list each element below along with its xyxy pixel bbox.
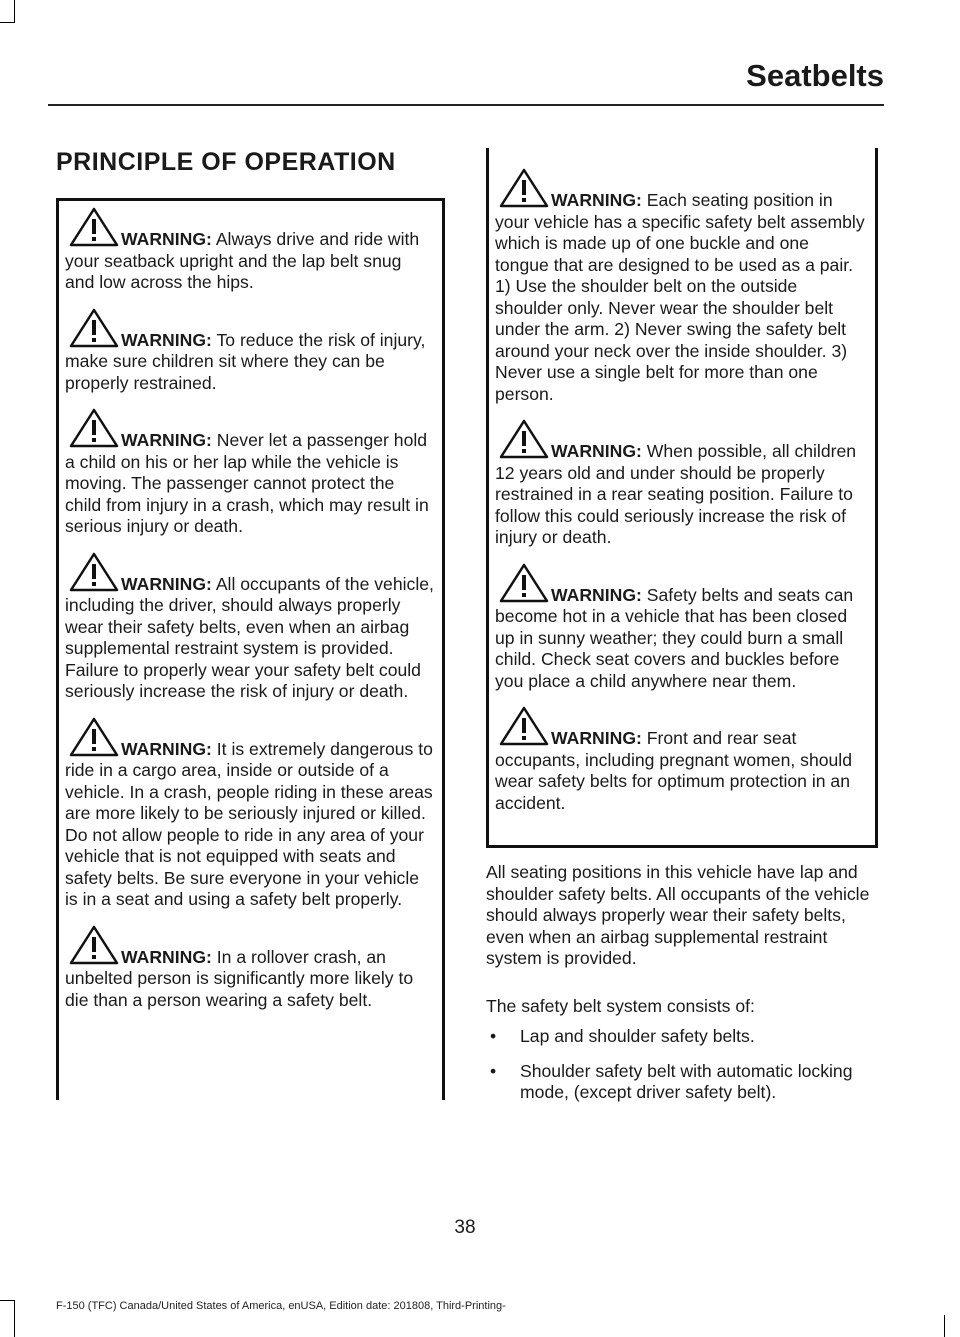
warning-text: When possible, all children 12 years old and under should be properly restrained in a rear seating position. Failure to follow this could seriously increase the risk of injury or death. (495, 441, 857, 547)
warning-label: WARNING: (121, 229, 212, 249)
warning-triangle-icon (69, 308, 119, 350)
warning-label: WARNING: (551, 728, 642, 748)
list-item (486, 1061, 882, 1104)
list-item-text: Shoulder safety belt with automatic locking mode, (except driver safety belt). (520, 1060, 853, 1102)
warning-label: WARNING: (121, 946, 212, 967)
warning-item (65, 314, 434, 395)
warning-triangle-icon (499, 419, 549, 461)
warning-label: WARNING: (121, 573, 212, 594)
warning-item (495, 174, 867, 405)
warning-item (65, 931, 434, 1012)
section-title: PRINCIPLE OF OPERATION (56, 148, 396, 176)
list-item-text: Lap and shoulder safety belts. (520, 1026, 755, 1046)
warning-text: It is extremely dangerous to ride in a cargo area, inside or outside of a vehicle. In a crash, people riding in these areas are more likely to be seriously injured or killed. Do not allow people to ride in any area of your vehicle that is not equipped with seats and safety belts. Be sure everyone in your vehicle is in a seat and using a safety belt properly. (65, 738, 433, 909)
crop-mark (944, 1315, 945, 1337)
bullet-list (486, 1026, 882, 1117)
warning-text: Never let a passenger hold a child on his or her lap while the vehicle is moving. The passenger cannot protect the child from injury in a crash, which may result in serious injury or death. (65, 430, 429, 536)
warning-box-right (486, 148, 878, 848)
body-paragraph: All seating positions in this vehicle have lap and shoulder safety belts. All occupants of the vehicle should always properly wear their safety belts, even when an airbag supplemental restraint system is provided. (486, 862, 870, 968)
warning-triangle-icon (69, 408, 119, 450)
header-divider (48, 104, 884, 106)
body-paragraph: The safety belt system consists of: (486, 996, 755, 1016)
warning-triangle-icon (69, 717, 119, 759)
warning-item (65, 414, 434, 538)
warning-triangle-icon (499, 563, 549, 605)
warning-label: WARNING: (121, 430, 212, 450)
warning-item (65, 723, 434, 911)
warning-item (495, 712, 867, 814)
warning-text: In a rollover crash, an unbelted person is significantly more likely to die than a person wearing a safety belt. (65, 946, 414, 1010)
crop-mark (14, 1300, 15, 1337)
warning-item (65, 213, 434, 294)
warning-text: Always drive and ride with your seatback upright and the lap belt snug and low across the hips. (65, 229, 420, 292)
warning-label: WARNING: (551, 441, 642, 461)
crop-mark (0, 1300, 15, 1301)
crop-mark (0, 22, 15, 23)
warning-triangle-icon (69, 207, 119, 249)
warning-box-left (56, 198, 445, 1100)
warning-text: All occupants of the vehicle, including the driver, should always properly wear their safety belts, even when an airbag supplemental restraint system is provided. Failure to properly wear your safety belt could seriously increase the risk of injury or death. (65, 573, 434, 701)
page-header-title: Seatbelts (746, 58, 884, 93)
warning-item (495, 425, 867, 549)
warning-label: WARNING: (121, 329, 212, 350)
warning-triangle-icon (69, 925, 119, 967)
list-item (486, 1026, 882, 1048)
warning-label: WARNING: (551, 584, 642, 605)
warning-text: Front and rear seat occupants, including pregnant women, should wear safety belts for optimum protection in an accident. (495, 728, 852, 813)
crop-mark (14, 0, 15, 22)
warning-label: WARNING: (551, 190, 642, 210)
page-number: 38 (454, 1217, 476, 1238)
warning-triangle-icon (69, 552, 119, 594)
warning-text: Each seating position in your vehicle has a specific safety belt assembly which is made up of one buckle and one tongue that are designed to be used as a pair. 1) Use the shoulder belt on the outside shoulder only. Never wear the shoulder belt under the arm. 2) Never swing the safety belt around your neck over the inside shoulder. 3) Never use a single belt for more than one person. (495, 190, 865, 404)
bullet-icon: • (490, 1026, 497, 1046)
bullet-icon: • (490, 1060, 497, 1081)
warning-list (489, 148, 875, 814)
warning-triangle-icon (499, 168, 549, 210)
warning-item (65, 558, 434, 703)
warning-list (59, 201, 442, 1011)
warning-text: Safety belts and seats can become hot in a vehicle that has been closed up in sunny weather; they could burn a small child. Check seat covers and buckles before you place a child anywhere near them. (495, 584, 854, 691)
warning-label: WARNING: (121, 738, 212, 759)
warning-triangle-icon (499, 706, 549, 748)
warning-item (495, 569, 867, 693)
footer-edition-info: F-150 (TFC) Canada/United States of America, enUSA, Edition date: 201808, Third-Printing- (56, 1300, 506, 1312)
warning-text: To reduce the risk of injury, make sure children sit where they can be properly restrained. (65, 329, 426, 393)
